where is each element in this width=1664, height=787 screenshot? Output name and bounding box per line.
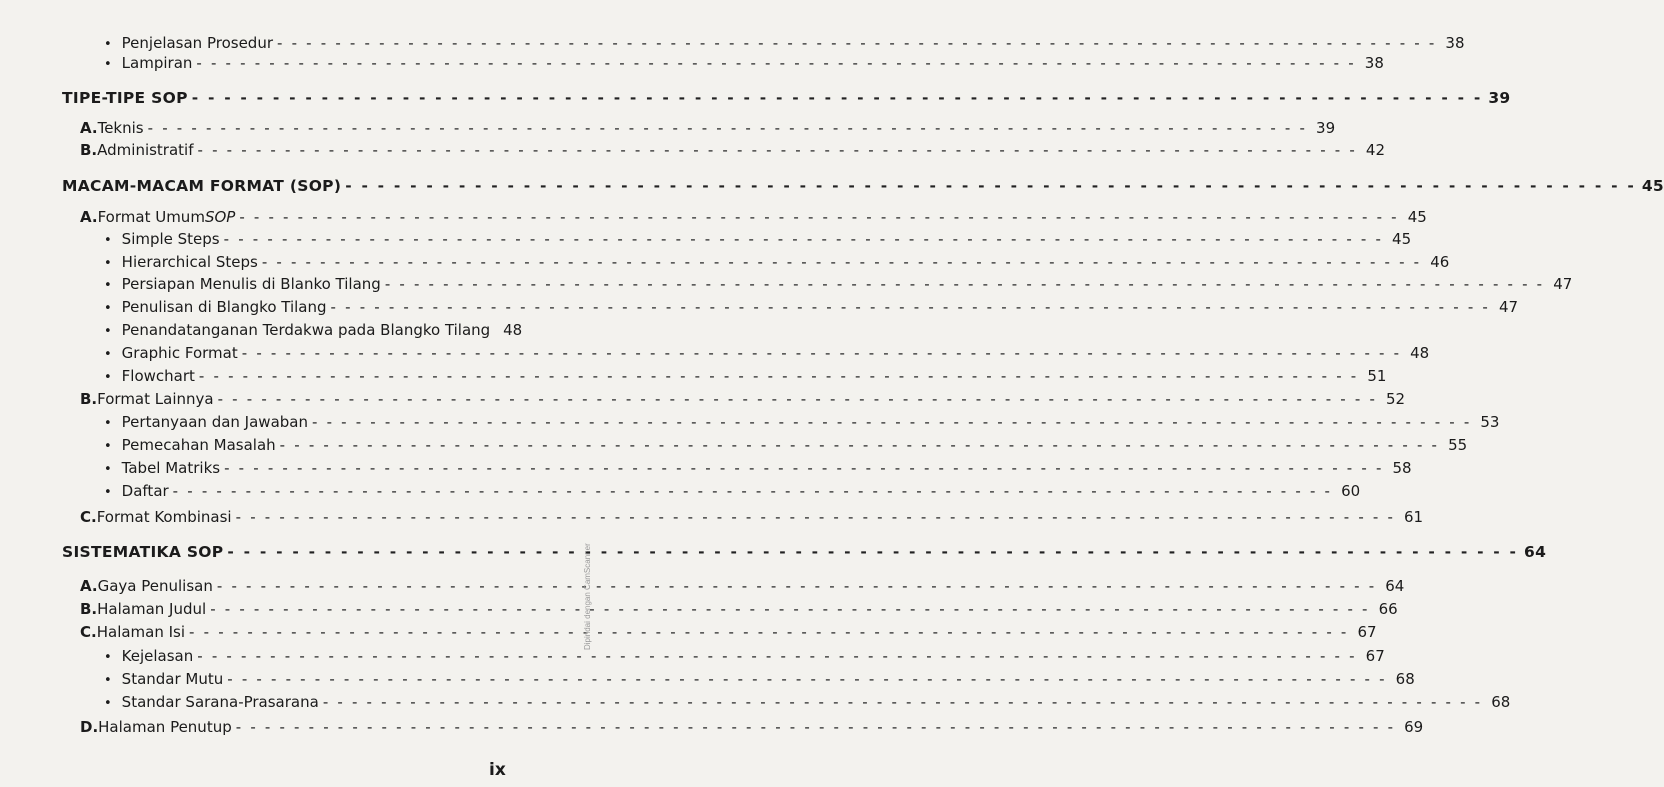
toc-letter: D. — [80, 718, 99, 736]
toc-page-number: 55 — [1448, 436, 1468, 454]
toc-letter: A. — [80, 208, 98, 226]
page-number: ix — [489, 760, 506, 780]
toc-label: Gaya Penulisan — [97, 577, 213, 595]
leader-dots: - - - - - - - - - - - - - - - - - - - - - - - - - - - - - - - - - - - - - - - - - - - - - - - - - - - - - - - - - - - - - - - - - - - - - - - - - - - - - - - - — [223, 230, 1384, 248]
toc-label: Pemecahan Masalah — [121, 436, 276, 454]
toc-page-number: 58 — [1392, 459, 1412, 477]
leader-dots: - - - - - - - - - - - - - - - - - - - - - - - - - - - - - - - - - - - - - - - - - - - - - - - - - - - - - - - - - - - - - - - - - - - - - - - - - - - - - - - - — [227, 670, 1387, 688]
toc-page-number: 45 — [1407, 208, 1427, 226]
toc-label: Kejelasan — [121, 647, 194, 665]
toc-label: Penulisan di Blangko Tilang — [121, 298, 327, 316]
toc-page-number: 48 — [1410, 344, 1430, 362]
toc-bullet-item — [104, 669, 1415, 691]
toc-page-number: 38 — [1364, 54, 1384, 72]
bullet-marker: • — [104, 347, 112, 362]
toc-heading — [62, 542, 1547, 562]
bullet-marker: • — [104, 650, 112, 665]
toc-label: Format Kombinasi — [96, 508, 232, 526]
toc-label: Tabel Matriks — [121, 459, 221, 477]
toc-page-number: 42 — [1365, 141, 1385, 159]
leader-dots: - - - - - - - - - - - - - - - - - - - - - - - - - - - - - - - - - - - - - - - - - - - - - - - - - - - - - - - - - - - - - - - - - - - - - - - - - - - - - - - - — [227, 543, 1519, 561]
leader-dots: - - - - - - - - - - - - - - - - - - - - - - - - - - - - - - - - - - - - - - - - - - - - - - - - - - - - - - - - - - - - - - - - - - - - - - - - - - - - - - - - — [235, 718, 1396, 736]
leader-dots: - - - - - - - - - - - - - - - - - - - - - - - - - - - - - - - - - - - - - - - - - - - - - - - - - - - - - - - - - - - - - - - - - - - - - - - - - - - - - - - - — [311, 413, 1472, 431]
toc-label: Standar Sarana-Prasarana — [121, 693, 319, 711]
toc-label: Simple Steps — [121, 230, 220, 248]
toc-page-number: 60 — [1341, 482, 1361, 500]
toc-bullet-item — [104, 343, 1430, 365]
leader-dots: - - - - - - - - - - - - - - - - - - - - - - - - - - - - - - - - - - - - - - - - - - - - - - - - - - - - - - - - - - - - - - - - - - - - - - - - - - - - - - - - — [277, 34, 1437, 52]
bullet-marker: • — [104, 673, 112, 688]
toc-label: Lampiran — [121, 54, 193, 72]
toc-label: Graphic Format — [121, 344, 238, 362]
toc-page-number: 67 — [1357, 623, 1377, 641]
toc-label: Format Umum — [97, 208, 205, 226]
leader-dots: - - - - - - - - - - - - - - - - - - - - - - - - - - - - - - - - - - - - - - - - - - - - - - - - - - - - - - - - - - - - - - - - - - - - - - - - - - - - - - - - — [198, 367, 1359, 385]
toc-label: Format Lainnya — [97, 390, 214, 408]
toc-letter: A. — [80, 577, 98, 595]
toc-letter: B. — [80, 600, 98, 618]
toc-page-number: 45 — [1392, 230, 1412, 248]
bullet-marker: • — [104, 416, 112, 431]
scanner-watermark: Dipindai dengan CamScanner — [583, 543, 592, 650]
toc-page-number: 47 — [1553, 275, 1573, 293]
leader-dots: - - - - - - - - - - - - - - - - - - - - - - - - - - - - - - - - - - - - - - - - - - - - - - - - - - - - - - - - - - - - - - - - - - - - - - - - - - - - - - - - — [191, 89, 1483, 107]
toc-label: Pertanyaan dan Jawaban — [121, 413, 308, 431]
toc-label: Teknis — [97, 119, 144, 137]
toc-heading — [62, 88, 1511, 108]
leader-dots: - - - - - - - - - - - - - - - - - - - - - - - - - - - - - - - - - - - - - - - - - - - - - - - - - - - - - - - - - - - - - - - - - - - - - - - - - - - - - - - - — [235, 508, 1396, 526]
toc-label: MACAM-MACAM FORMAT (SOP) — [62, 177, 342, 195]
toc-bullet-item — [104, 458, 1412, 480]
toc-label: Flowchart — [121, 367, 195, 385]
leader-dots: - - - - - - - - - - - - - - - - - - - - - - - - - - - - - - - - - - - - - - - - - - - - - - - - - - - - - - - - - - - - - - - - - - - - - - - - - - - - - - - - — [279, 436, 1440, 454]
toc-label: Penjelasan Prosedur — [121, 34, 273, 52]
toc-page-number: 52 — [1385, 390, 1406, 408]
toc-bullet-item — [104, 366, 1387, 388]
toc-page-number: 39 — [1316, 119, 1336, 137]
toc-subsection — [80, 389, 1406, 409]
toc-page-number: 46 — [1430, 253, 1450, 271]
toc-page-number: 69 — [1404, 718, 1424, 736]
toc-page-number: 51 — [1367, 367, 1387, 385]
toc-letter: C. — [80, 623, 97, 641]
toc-bullet-item — [104, 33, 1465, 55]
toc-page-number: 48 — [503, 321, 523, 339]
toc-page-number: 64 — [1524, 543, 1547, 561]
toc-label: Daftar — [121, 482, 169, 500]
leader-dots: - - - - - - - - - - - - - - - - - - - - - - - - - - - - - - - - - - - - - - - - - - - - - - - - - - - - - - - - - - - - - - - - - - - - - - - - - - - - - - - - — [239, 208, 1399, 226]
leader-dots: - - - - - - - - - - - - - - - - - - - - - - - - - - - - - - - - - - - - - - - - - - - - - - - - - - - - - - - - - - - - - - - - - - - - - - - - - - - - - - - - — [196, 54, 1356, 72]
toc-bullet-item — [104, 53, 1384, 75]
bullet-marker: • — [104, 37, 112, 52]
leader-dots: - - - - - - - - - - - - - - - - - - - - - - - - - - - - - - - - - - - - - - - - - - - - - - - - - - - - - - - - - - - - - - - - - - - - - - - - - - - - - - - - — [210, 600, 1370, 618]
toc-label-italic: SOP — [204, 208, 236, 226]
toc-subsection — [80, 576, 1405, 596]
toc-letter: B. — [80, 141, 98, 159]
toc-label: Halaman Judul — [97, 600, 207, 618]
toc-page-number: 66 — [1378, 600, 1398, 618]
toc-bullet-item — [104, 412, 1500, 434]
toc-page-number: 67 — [1365, 647, 1385, 665]
toc-letter: B. — [80, 390, 98, 408]
bullet-marker: • — [104, 485, 112, 500]
toc-label: SISTEMATIKA SOP — [62, 543, 224, 561]
toc-letter: A. — [80, 119, 98, 137]
toc-label: Halaman Penutup — [98, 718, 232, 736]
bullet-marker: • — [104, 370, 112, 385]
bullet-marker: • — [104, 324, 112, 339]
toc-page-number: 68 — [1491, 693, 1511, 711]
toc-bullet-item — [104, 646, 1385, 668]
leader-dots: - - - - - - - - - - - - - - - - - - - - - - - - - - - - - - - - - - - - - - - - - - - - - - - - - - - - - - - - - - - - - - - - - - - - - - - - - - - - - - - - — [189, 623, 1349, 641]
toc-bullet-item — [104, 229, 1412, 251]
leader-dots: - - - - - - - - - - - - - - - - - - - - - - - - - - - - - - - - - - - - - - - - - - - - - - - - - - - - - - - - - - - - - - - - - - - - - - - - - - - - - - - - — [224, 459, 1384, 477]
leader-dots: - - - - - - - - - - - - - - - - - - - - - - - - - - - - - - - - - - - - - - - - - - - - - - - - - - - - - - - - - - - - - - - - - - - - - - - - - - - - - - - - — [217, 390, 1378, 408]
toc-label: Hierarchical Steps — [121, 253, 258, 271]
toc-page-number: 47 — [1498, 298, 1519, 316]
toc-page-number: 53 — [1480, 413, 1500, 431]
bullet-marker: • — [104, 301, 112, 316]
bullet-marker: • — [104, 233, 112, 248]
toc-label: Penandatanganan Terdakwa pada Blangko Tilang — [121, 321, 491, 339]
leader-dots: - - - - - - - - - - - - - - - - - - - - - - - - - - - - - - - - - - - - - - - - - - - - - - - - - - - - - - - - - - - - - - - - - - - - - - - - - - - - - - - - — [384, 275, 1545, 293]
toc-subsection — [80, 207, 1427, 227]
leader-dots: - - - - - - - - - - - - - - - - - - - - - - - - - - - - - - - - - - - - - - - - - - - - - - - - - - - - - - - - - - - - - - - - - - - - - - - - - - - - - - - - — [216, 577, 1377, 595]
leader-dots: - - - - - - - - - - - - - - - - - - - - - - - - - - - - - - - - - - - - - - - - - - - - - - - - - - - - - - - - - - - - - - - - - - - - - - - - - - - - - - - - — [197, 647, 1357, 665]
toc-label: TIPE-TIPE SOP — [62, 89, 188, 107]
toc-label: Halaman Isi — [96, 623, 186, 641]
bullet-marker: • — [104, 57, 112, 72]
bullet-marker: • — [104, 696, 112, 711]
leader-dots: - - - - - - - - - - - - - - - - - - - - - - - - - - - - - - - - - - - - - - - - - - - - - - - - - - - - - - - - - - - - - - - - - - - - - - - - - - - - - - - - — [322, 693, 1483, 711]
toc-label: Persiapan Menulis di Blanko Tilang — [121, 275, 381, 293]
toc-page-number: 45 — [1641, 177, 1664, 195]
toc-page-number: 61 — [1404, 508, 1424, 526]
toc-bullet-item — [104, 252, 1450, 274]
leader-dots: - - - - - - - - - - - - - - - - - - - - - - - - - - - - - - - - - - - - - - - - - - - - - - - - - - - - - - - - - - - - - - - - - - - - - - - - - - - - - - - - — [147, 119, 1308, 137]
toc-bullet-item — [104, 297, 1519, 319]
toc-label: Administratif — [97, 141, 194, 159]
toc-bullet-item — [104, 320, 523, 342]
bullet-marker: • — [104, 439, 112, 454]
leader-dots: - - - - - - - - - - - - - - - - - - - - - - - - - - - - - - - - - - - - - - - - - - - - - - - - - - - - - - - - - - - - - - - - - - - - - - - - - - - - - - - - — [261, 253, 1422, 271]
leader-dots: - - - - - - - - - - - - - - - - - - - - - - - - - - - - - - - - - - - - - - - - - - - - - - - - - - - - - - - - - - - - - - - - - - - - - - - - - - - - - - - - — [241, 344, 1402, 362]
bullet-marker: • — [104, 462, 112, 477]
toc-bullet-item — [104, 435, 1468, 457]
toc-bullet-item — [104, 481, 1361, 503]
toc-letter: C. — [80, 508, 97, 526]
toc-subsection — [80, 507, 1424, 527]
bullet-marker: • — [104, 256, 112, 271]
leader-dots: - - - - - - - - - - - - - - - - - - - - - - - - - - - - - - - - - - - - - - - - - - - - - - - - - - - - - - - - - - - - - - - - - - - - - - - - - - - - - - - - — [345, 177, 1636, 195]
toc-subsection — [80, 599, 1398, 619]
toc-label: Standar Mutu — [121, 670, 224, 688]
toc-heading — [62, 176, 1664, 196]
toc-bullet-item — [104, 692, 1511, 714]
toc-subsection — [80, 717, 1424, 737]
toc-page-number: 38 — [1445, 34, 1465, 52]
toc-page-number: 68 — [1395, 670, 1415, 688]
bullet-marker: • — [104, 278, 112, 293]
toc-bullet-item — [104, 274, 1573, 296]
toc-subsection — [80, 622, 1377, 642]
leader-dots: - - - - - - - - - - - - - - - - - - - - - - - - - - - - - - - - - - - - - - - - - - - - - - - - - - - - - - - - - - - - - - - - - - - - - - - - - - - - - - - - — [197, 141, 1357, 159]
toc-subsection — [80, 118, 1336, 138]
toc-subsection — [80, 140, 1385, 160]
leader-dots: - - - - - - - - - - - - - - - - - - - - - - - - - - - - - - - - - - - - - - - - - - - - - - - - - - - - - - - - - - - - - - - - - - - - - - - - - - - - - - - - — [172, 482, 1333, 500]
toc-page-number: 64 — [1385, 577, 1405, 595]
toc-page-number: 39 — [1488, 89, 1511, 107]
leader-dots: - - - - - - - - - - - - - - - - - - - - - - - - - - - - - - - - - - - - - - - - - - - - - - - - - - - - - - - - - - - - - - - - - - - - - - - - - - - - - - - - — [330, 298, 1491, 316]
